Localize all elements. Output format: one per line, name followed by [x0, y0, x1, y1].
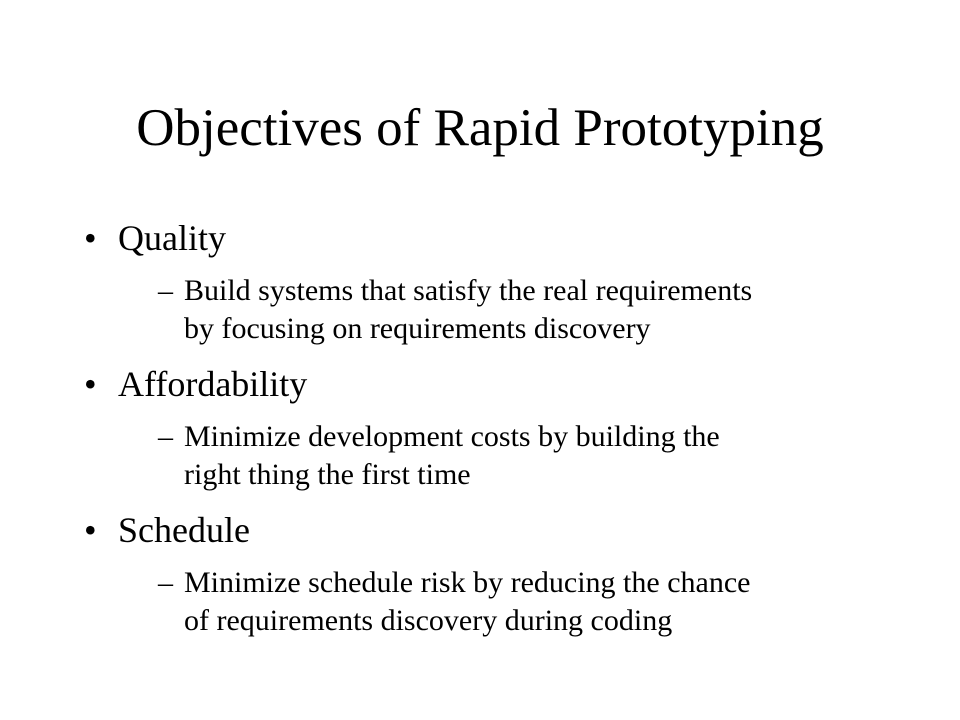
dash-icon: – — [158, 566, 173, 599]
bullet-quality — [84, 216, 944, 260]
bullet-dot-icon: • — [84, 510, 97, 550]
sub-bullet-line: Build systems that satisfy the real requirements — [184, 274, 753, 307]
bullet-dot-icon: • — [84, 218, 97, 258]
bullet-affordability — [84, 362, 944, 406]
bullet-label: Affordability — [118, 364, 308, 404]
sub-bullet-quality — [158, 272, 944, 348]
sub-bullet-line: by focusing on requirements discovery — [184, 312, 651, 345]
bullet-dot-icon: • — [84, 364, 97, 404]
bullet-schedule — [84, 508, 944, 552]
sub-bullet-line: right thing the first time — [184, 458, 471, 491]
sub-bullet-line: of requirements discovery during coding — [184, 604, 673, 637]
sub-bullet-schedule — [158, 564, 944, 640]
sub-bullet-line: Minimize schedule risk by reducing the chance — [184, 566, 751, 599]
dash-icon: – — [158, 420, 173, 453]
bullet-label: Quality — [118, 218, 226, 258]
dash-icon: – — [158, 274, 173, 307]
sub-bullet-affordability — [158, 418, 944, 494]
slide-title: Objectives of Rapid Prototyping — [136, 99, 824, 157]
bullet-list — [84, 216, 944, 654]
sub-bullet-line: Minimize development costs by building the — [184, 420, 720, 453]
bullet-label: Schedule — [118, 510, 250, 550]
